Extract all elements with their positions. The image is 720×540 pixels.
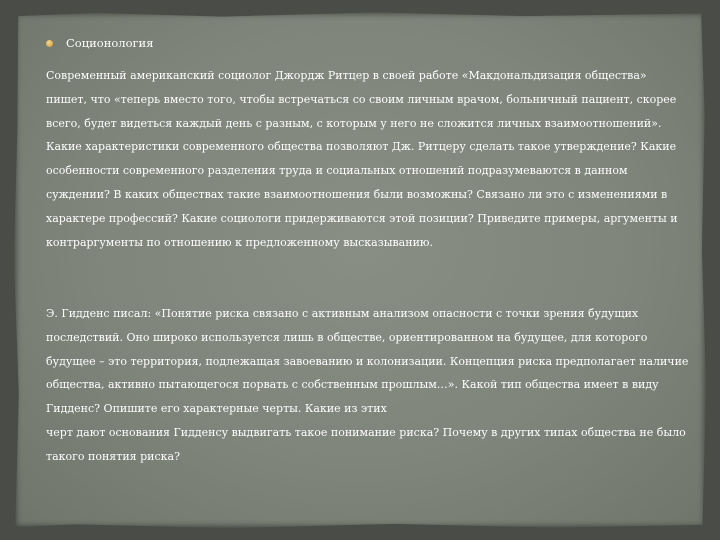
- text-line: особенности современного разделения труда и социальных отношений подразумеваются в данном: [46, 164, 628, 178]
- text-line: последствий. Оно широко используется лишь в обществе, ориентированном на будущее, для которого: [46, 330, 648, 344]
- paragraph-gap: [46, 278, 692, 302]
- text-line: Э. Гидденс писал: «Понятие риска связано с активным анализом опасности с точки зрения будущих: [46, 306, 639, 320]
- bullet-icon: [46, 40, 53, 47]
- text-line: будущее – это территория, подлежащая завоеванию и колонизации. Концепция риска предполагает наличие: [46, 354, 689, 368]
- text-line: пишет, что «теперь вместо того, чтобы встречаться со своим личным врачом, больничный пациент, скорее: [46, 92, 677, 106]
- paragraph-giddens: [46, 302, 692, 469]
- heading-row: [46, 36, 153, 50]
- paragraph-gap: [46, 254, 692, 278]
- text-line: такого понятия риска?: [46, 449, 180, 463]
- text-line: Современный американский социолог Джордж Ритцер в своей работе «Макдональдизация общества»: [46, 69, 647, 82]
- text-line: общества, активно пытающегося порвать с собственным прошлым…». Какой тип общества имеет в виду: [46, 378, 659, 392]
- text-line: черт дают основания Гидденсу выдвигать такое понимание риска? Почему в других типах общества не было: [46, 425, 686, 439]
- text-line: Гидденс? Опишите его характерные черты. Какие из этих: [46, 402, 387, 416]
- slide-heading: Соционология: [66, 36, 154, 50]
- text-line: контраргументы по отношению к предложенному высказыванию.: [46, 235, 433, 249]
- text-line: суждении? В каких обществах такие взаимоотношения были возможны? Связано ли это с изменениями в: [46, 187, 668, 201]
- text-line: всего, будет видеться каждый день с разным, с которым у него не сложится личных взаимоотношений».: [46, 116, 662, 130]
- paragraph-ritzer: [46, 64, 692, 254]
- slide-body: [46, 64, 692, 469]
- text-line: характере профессий? Какие социологи придерживаются этой позиции? Приведите примеры, аргументы и: [46, 211, 678, 225]
- text-line: Какие характеристики современного общества позволяют Дж. Ритцеру сделать такое утверждение? Какие: [46, 140, 677, 154]
